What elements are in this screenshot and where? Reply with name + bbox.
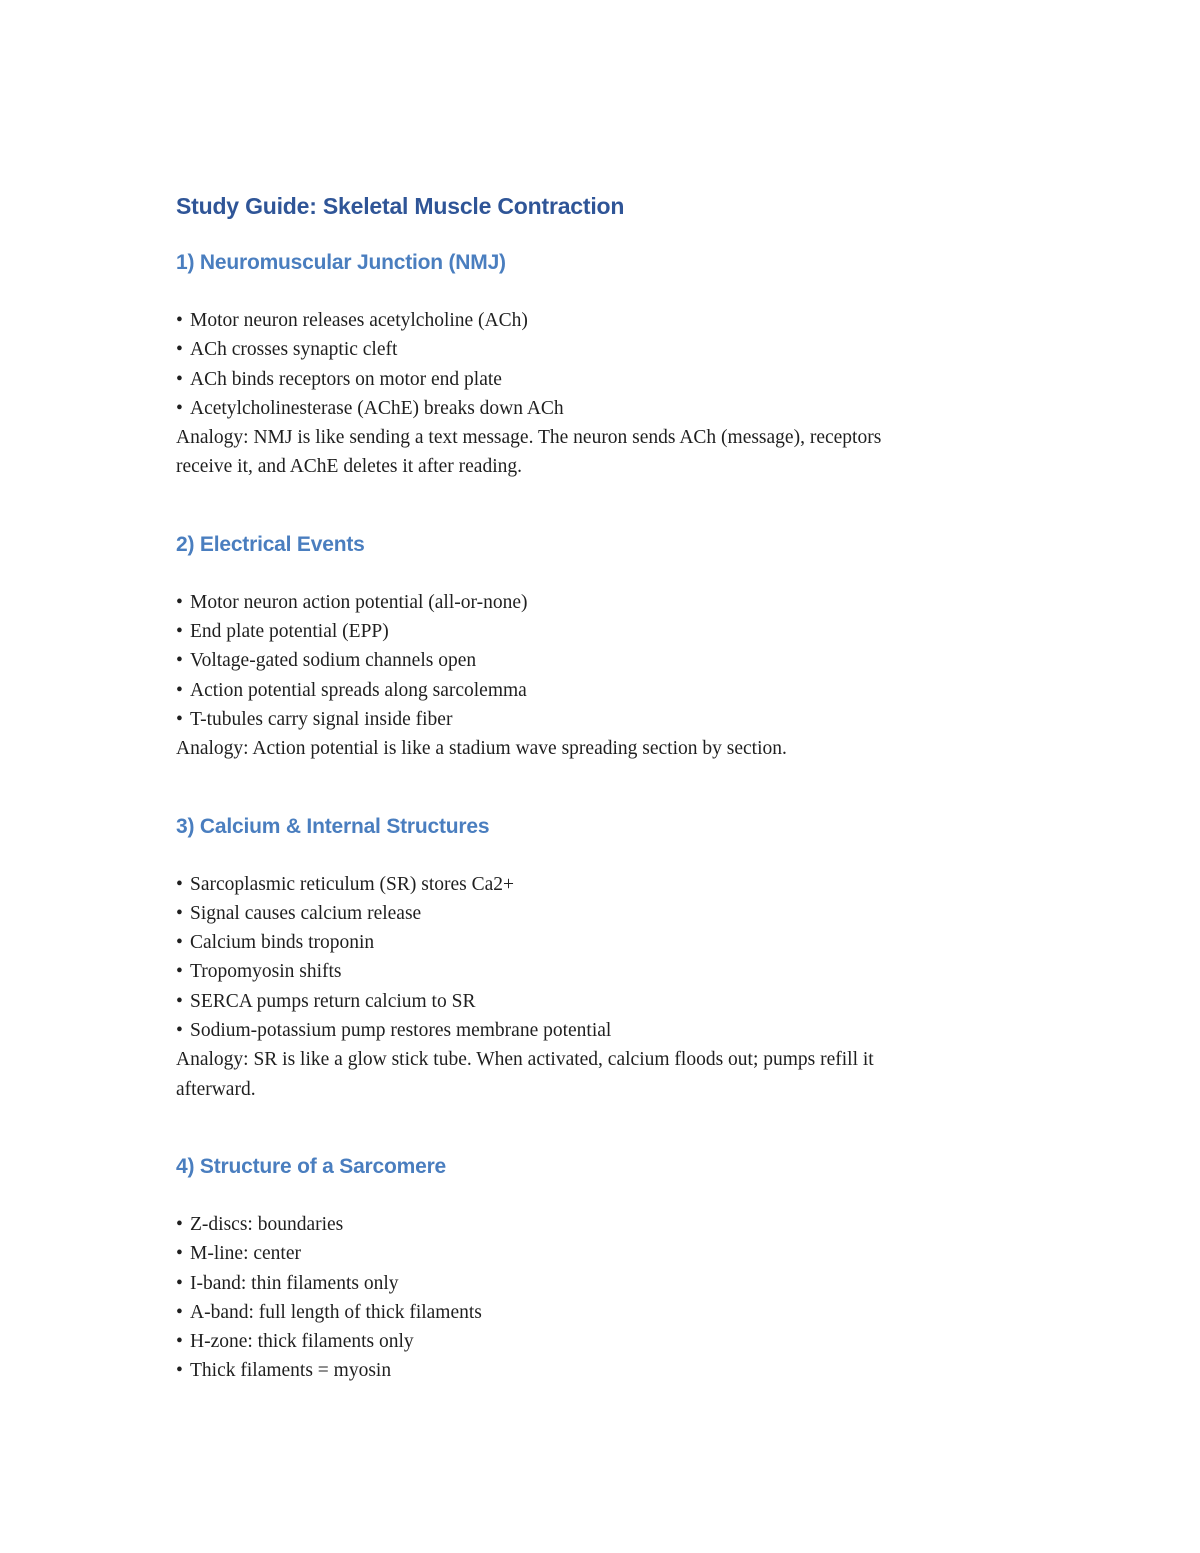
analogy-text: afterward. <box>176 1078 256 1100</box>
list-item-text: H-zone: thick filaments only <box>190 1331 414 1353</box>
list-item <box>176 617 1026 646</box>
section-heading: 1) Neuromuscular Junction (NMJ) <box>176 251 506 274</box>
bullet-marker: • <box>176 368 183 390</box>
bullet-marker: • <box>176 591 183 613</box>
bullet-marker: • <box>176 339 183 361</box>
list-item <box>176 1298 1026 1327</box>
bullet-list <box>176 870 1026 1046</box>
analogy-text: Analogy: Action potential is like a stadium wave spreading section by section. <box>176 738 787 760</box>
list-item-text: Z-discs: boundaries <box>190 1213 344 1235</box>
bullet-marker: • <box>176 902 183 924</box>
list-item <box>176 646 1026 675</box>
bullet-marker: • <box>176 310 183 331</box>
list-item-text: Voltage-gated sodium channels open <box>190 650 477 672</box>
list-item <box>176 1016 1026 1045</box>
bullet-marker: • <box>176 1331 183 1353</box>
list-item <box>176 394 1026 423</box>
list-item <box>176 365 1026 394</box>
list-item-text: Sodium-potassium pump restores membrane potential <box>190 1020 612 1042</box>
bullet-list <box>176 1210 1026 1386</box>
list-item-text: Action potential spreads along sarcolemma <box>190 679 527 701</box>
bullet-marker: • <box>176 650 183 672</box>
list-item <box>176 705 1026 734</box>
list-item <box>176 870 1026 899</box>
bullet-marker: • <box>176 1272 183 1294</box>
analogy-text: Analogy: SR is like a glow stick tube. When activated, calcium floods out; pumps refill it <box>176 1049 874 1071</box>
section-4 <box>176 1104 1026 1386</box>
list-item-text: End plate potential (EPP) <box>190 621 389 643</box>
bullet-marker: • <box>176 621 183 643</box>
bullet-marker: • <box>176 990 183 1012</box>
list-item <box>176 1327 1026 1356</box>
bullet-marker: • <box>176 1213 183 1235</box>
bullet-marker: • <box>176 397 183 419</box>
list-item <box>176 306 1026 335</box>
list-item-text: Motor neuron action potential (all-or-none) <box>190 591 528 613</box>
document-page <box>176 188 1026 1386</box>
list-item <box>176 957 1026 986</box>
list-item-text: Acetylcholinesterase (AChE) breaks down ACh <box>190 397 564 419</box>
list-item <box>176 1356 1026 1385</box>
section-2 <box>176 482 1026 764</box>
bullet-marker: • <box>176 961 183 983</box>
section-heading: 2) Electrical Events <box>176 532 365 556</box>
list-item-text: SERCA pumps return calcium to SR <box>190 990 476 1012</box>
list-item-text: T-tubules carry signal inside fiber <box>190 708 453 730</box>
section-3 <box>176 764 1026 1104</box>
section-heading: 4) Structure of a Sarcomere <box>176 1154 447 1178</box>
list-item <box>176 676 1026 705</box>
bullet-marker: • <box>176 1020 183 1042</box>
bullet-marker: • <box>176 1243 183 1265</box>
section-1 <box>176 246 1026 482</box>
list-item-text: M-line: center <box>190 1243 301 1265</box>
bullet-list <box>176 306 1026 423</box>
analogy-text: Analogy: NMJ is like sending a text message. The neuron sends ACh (message), receptors <box>176 427 882 449</box>
document-title: Study Guide: Skeletal Muscle Contraction <box>176 193 625 219</box>
list-item-text: Motor neuron releases acetylcholine (ACh) <box>190 310 528 331</box>
list-item <box>176 588 1026 617</box>
bullet-marker: • <box>176 1360 183 1382</box>
analogy-text: receive it, and AChE deletes it after reading. <box>176 456 522 478</box>
list-item-text: Sarcoplasmic reticulum (SR) stores Ca2+ <box>190 873 515 895</box>
bullet-marker: • <box>176 708 183 730</box>
list-item <box>176 1269 1026 1298</box>
list-item <box>176 987 1026 1016</box>
bullet-marker: • <box>176 1301 183 1323</box>
list-item-text: Tropomyosin shifts <box>190 961 342 983</box>
list-item-text: ACh binds receptors on motor end plate <box>190 368 502 390</box>
list-item-text: I-band: thin filaments only <box>190 1272 399 1294</box>
sections-container <box>176 246 1026 1386</box>
list-item-text: Calcium binds troponin <box>190 932 375 954</box>
list-item-text: ACh crosses synaptic cleft <box>190 339 398 361</box>
list-item <box>176 1210 1026 1239</box>
list-item-text: Signal causes calcium release <box>190 902 422 924</box>
section-heading: 3) Calcium & Internal Structures <box>176 814 490 838</box>
list-item <box>176 1239 1026 1268</box>
bullet-marker: • <box>176 873 183 895</box>
list-item <box>176 928 1026 957</box>
list-item <box>176 899 1026 928</box>
list-item-text: Thick filaments = myosin <box>190 1360 392 1382</box>
bullet-list <box>176 588 1026 734</box>
bullet-marker: • <box>176 932 183 954</box>
list-item-text: A-band: full length of thick filaments <box>190 1301 482 1323</box>
bullet-marker: • <box>176 679 183 701</box>
list-item <box>176 335 1026 364</box>
